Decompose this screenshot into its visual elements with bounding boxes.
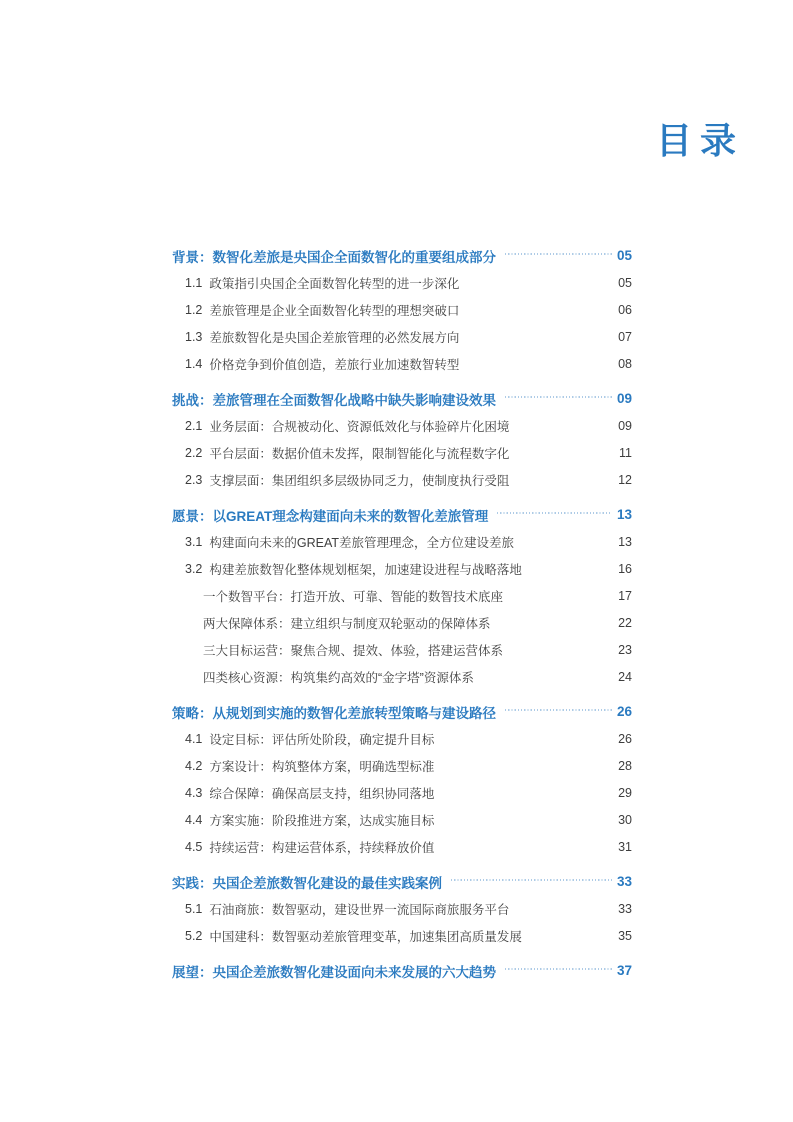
toc-item-row[interactable]: [172, 350, 632, 377]
toc-item-number: 2.3: [185, 472, 203, 487]
toc-item-page: 08: [618, 356, 632, 371]
toc-item-page: 22: [618, 615, 632, 630]
toc-item-label: 设定目标：评估所处阶段，确定提升目标: [209, 732, 435, 747]
toc-item-label: 差旅管理是企业全面数智化转型的理想突破口: [209, 303, 460, 318]
toc-item-label: 价格竞争到价值创造，差旅行业加速数智转型: [209, 357, 460, 372]
toc-section-row[interactable]: [172, 957, 632, 984]
toc-section-label: 挑战：差旅管理在全面数智化战略中缺失影响建设效果: [172, 392, 496, 408]
dotted-leader: [505, 396, 612, 398]
toc-section-page: 13: [616, 507, 632, 522]
toc-item-page: 35: [618, 928, 632, 943]
toc-item-number: 4.1: [185, 731, 203, 746]
toc-item-page: 16: [618, 561, 632, 576]
dotted-leader: [505, 968, 612, 970]
toc-item-row[interactable]: [172, 779, 632, 806]
toc-item-label: 政策指引央国企全面数智化转型的进一步深化: [209, 276, 460, 291]
toc-section-label: 展望：央国企差旅数智化建设面向未来发展的六大趋势: [172, 964, 496, 980]
toc-item-page: 28: [618, 758, 632, 773]
toc-item-number: 4.4: [185, 812, 203, 827]
toc-item-number: 1.2: [185, 302, 203, 317]
toc-item-page: 23: [618, 642, 632, 657]
toc-item-row[interactable]: [172, 466, 632, 493]
toc-item-label: 综合保障：确保高层支持，组织协同落地: [209, 786, 435, 801]
toc-item-page: 13: [618, 534, 632, 549]
toc-item-page: 24: [618, 669, 632, 684]
toc-item-label: 两大保障体系：建立组织与制度双轮驱动的保障体系: [203, 616, 491, 631]
toc-subitem-row[interactable]: [172, 582, 632, 609]
toc-item-label: 构建差旅数智化整体规划框架，加速建设进程与战略落地: [209, 562, 522, 577]
toc-item-label: 四类核心资源：构筑集约高效的“金字塔”资源体系: [203, 670, 474, 685]
page-title: 目录: [656, 120, 745, 161]
toc-item-row[interactable]: [172, 412, 632, 439]
toc-section-page: 05: [616, 248, 632, 263]
toc-item-number: 5.1: [185, 901, 203, 916]
dotted-leader: [505, 709, 612, 711]
toc-subitem-row[interactable]: [172, 663, 632, 690]
toc-section-row[interactable]: [172, 242, 632, 269]
toc-item-label: 三大目标运营：聚焦合规、提效、体验，搭建运营体系: [203, 643, 504, 658]
dotted-leader: [451, 879, 612, 881]
toc-item-page: 05: [618, 275, 632, 290]
toc-item-row[interactable]: [172, 323, 632, 350]
toc-section-row[interactable]: [172, 385, 632, 412]
toc-item-page: 09: [618, 418, 632, 433]
toc-item-page: 33: [618, 901, 632, 916]
toc-item-row[interactable]: [172, 922, 632, 949]
toc-section-page: 26: [616, 704, 632, 719]
toc-section-row[interactable]: [172, 501, 632, 528]
dotted-leader: [497, 512, 612, 514]
toc-item-page: 30: [618, 812, 632, 827]
toc-item-label: 一个数智平台：打造开放、可靠、智能的数智技术底座: [203, 589, 504, 604]
toc-section-label: 策略：从规划到实施的数智化差旅转型策略与建设路径: [172, 705, 496, 721]
toc-section-label: 愿景：以GREAT理念构建面向未来的数智化差旅管理: [172, 508, 489, 524]
dotted-leader: [505, 253, 612, 255]
toc-item-label: 支撑层面：集团组织多层级协同乏力，使制度执行受阻: [209, 473, 510, 488]
toc-section-page: 09: [616, 391, 632, 406]
toc-item-number: 4.3: [185, 785, 203, 800]
toc-item-number: 2.1: [185, 418, 203, 433]
toc-item-label: 方案实施：阶段推进方案，达成实施目标: [209, 813, 435, 828]
toc-item-label: 石油商旅：数智驱动，建设世界一流国际商旅服务平台: [209, 902, 510, 917]
toc-item-page: 17: [618, 588, 632, 603]
toc-subitem-row[interactable]: [172, 636, 632, 663]
toc-item-row[interactable]: [172, 752, 632, 779]
toc-section-label: 背景：数智化差旅是央国企全面数智化的重要组成部分: [172, 249, 496, 265]
toc-section-label: 实践：央国企差旅数智化建设的最佳实践案例: [172, 875, 442, 891]
toc-item-page: 29: [618, 785, 632, 800]
toc-section-page: 33: [616, 874, 632, 889]
toc-item-label: 差旅数智化是央国企差旅管理的必然发展方向: [209, 330, 460, 345]
toc-item-row[interactable]: [172, 725, 632, 752]
toc-item-number: 3.2: [185, 561, 203, 576]
toc-item-number: 1.4: [185, 356, 203, 371]
toc-subitem-row[interactable]: [172, 609, 632, 636]
toc-item-label: 业务层面：合规被动化、资源低效化与体验碎片化困境: [209, 419, 510, 434]
toc-item-row[interactable]: [172, 439, 632, 466]
toc-item-row[interactable]: [172, 269, 632, 296]
toc-item-page: 11: [619, 445, 632, 460]
toc-item-number: 4.2: [185, 758, 203, 773]
toc-item-label: 构建面向未来的GREAT差旅管理理念，全方位建设差旅: [209, 535, 515, 550]
toc-item-row[interactable]: [172, 296, 632, 323]
toc-item-number: 1.3: [185, 329, 203, 344]
toc-item-number: 3.1: [185, 534, 203, 549]
toc-item-page: 12: [618, 472, 632, 487]
toc-item-number: 4.5: [185, 839, 203, 854]
toc-item-number: 2.2: [185, 445, 203, 460]
toc-item-label: 持续运营：构建运营体系，持续释放价值: [209, 840, 435, 855]
toc-item-label: 中国建科：数智驱动差旅管理变革，加速集团高质量发展: [209, 929, 522, 944]
toc-item-row[interactable]: [172, 555, 632, 582]
toc-item-label: 平台层面：数据价值未发挥，限制智能化与流程数字化: [209, 446, 510, 461]
toc-list: [172, 242, 632, 984]
toc-item-row[interactable]: [172, 895, 632, 922]
toc-item-row[interactable]: [172, 806, 632, 833]
toc-item-page: 26: [618, 731, 632, 746]
toc-item-page: 06: [618, 302, 632, 317]
toc-item-page: 07: [618, 329, 632, 344]
toc-item-row[interactable]: [172, 528, 632, 555]
toc-section-page: 37: [616, 963, 632, 978]
toc-section-row[interactable]: [172, 868, 632, 895]
toc-item-page: 31: [618, 839, 632, 854]
toc-item-number: 1.1: [185, 275, 203, 290]
toc-item-label: 方案设计：构筑整体方案，明确选型标准: [209, 759, 435, 774]
toc-section-row[interactable]: [172, 698, 632, 725]
toc-item-number: 5.2: [185, 928, 203, 943]
toc-item-row[interactable]: [172, 833, 632, 860]
